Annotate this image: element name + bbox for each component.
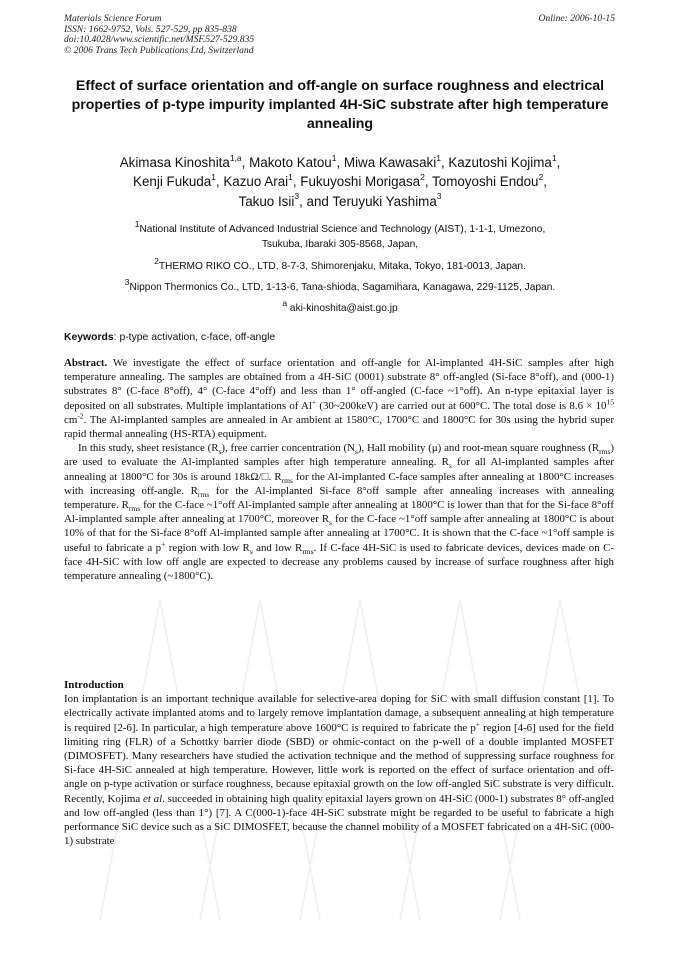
author-name: , Makoto Katou [241, 155, 332, 170]
abstract-paragraph-1: Abstract. We investigate the effect of surface orientation and off-angle for Al-implanted 4H-SiC samples after high temperature annealing. The samples are obtained from a 4H-SiC (0001) substrate 8° off-angled (Si-face 8°off), and (000-1) substrates 8° (C-face 8°off), 4° (C-face 4°off) and less than 1° off-angled (C-face ~1°off). An n-type epitaxial layer is deposited on all substrates. Multiple implantations of Al+ (30~200keV) are carried out at 600°C. The total dose is $8.6 \times 10^{15}$ $cm^{-2}$. The Al-implanted samples are annealed in Ar ambient at 1580°C, 1700°C and 1800°C for 30s using the hybrid super rapid thermal annealing (HS-RTA) equipment. [64, 357, 614, 441]
affiliation-2: $^2$THERMO RIKO CO., LTD, 8-7-3, Shimorenjaku, Mitaka, Tokyo, 181-0013, Japan. [154, 255, 526, 272]
author-name: Akimasa Kinoshita [119, 155, 230, 170]
author-name: , Miwa Kawasaki [336, 155, 437, 170]
abstract [64, 356, 614, 583]
introduction-heading: Introduction [64, 679, 124, 691]
affiliation-1: $^1$National Institute of Advanced Industrial Science and Technology (AIST), 1-1-1, Umezono, Tsukuba, Ibaraki 305-8568, Japan, [134, 218, 546, 250]
keywords [64, 331, 275, 344]
copyright-line: © 2006 Trans Tech Publications Ltd, Switzerland [64, 44, 254, 56]
introduction-paragraph: Ion implantation is an important technique available for selective-area doping for SiC with small diffusion constant [1]. To electrically activate implanted atoms and to largely remove implantation damage, a subsequent annealing at high temperature is required [2-6]. In particular, a high temperature above 1600°C is required to fabricate the p+ region [4-6] used for the field limiting ring (FLR) of a Schottky barrier diode (SBD) or ohmic-contact on the p-well of a double implanted MOSFET (DIMOSFET). Many researchers have studied the activation technique and the method of suppressing surface roughness for Si-face 4H-SiC annealed at high temperature. However, little work is reported on the effect of surface orientation and off-angle on p-type activation or surface roughness, because epitaxial growth on the low off-angled SiC substrate is very difficult. Recently, Kojima et al. succeeded in obtaining high quality epitaxial layers grown on 4H-SiC (000-1) substrates 8° off-angled and low off-angled (less than 1°) [7]. A C(000-1)-face 4H-SiC substrate might be regarded to be useful to fabricate a high performance SiC device such as a SiC DIMOSFET, because the channel mobility of a MOSFET fabricated on a 4H-SiC (000-1) substrate [64, 693, 614, 848]
email-link[interactable]: aki-kinoshita@aist.go.jp [287, 303, 398, 314]
paper-title: Effect of surface orientation and off-angle on surface roughness and electrical properties of p-type impurity implanted 4H-SiC substrate after high temperature annealing [71, 78, 609, 132]
online-date: Online: 2006-10-15 [538, 13, 615, 24]
corresponding-email: $^a$ aki-kinoshita@aist.go.jp [282, 297, 398, 314]
journal-header [64, 14, 384, 56]
journal-name: Materials Science Forum [64, 13, 162, 24]
abstract-label: Abstract. [64, 357, 108, 369]
issn-line: ISSN: 1662-9752, Vols. 527-529, pp 835-838 [64, 23, 237, 35]
author-name: Kenji Fukuda [133, 174, 212, 190]
author-name: , Kazutoshi Kojima [440, 155, 552, 170]
keywords-text: : p-type activation, c-face, off-angle [113, 332, 276, 343]
author-name: , Fukuyoshi Morigasa [292, 174, 421, 190]
abstract-paragraph-2: In this study, sheet resistance $(R_s)$, free carrier concentration $(N_s)$, Hall mobility (μ) and root-mean square roughness $(R_{rms})$ are used to evaluate the Al-implanted samples after high temperature annealing. $R_s$ for all Al-implanted samples after annealing at 1800°C for 30s is around 18kΩ/□. $R_{rms}$ for the Al-implanted C-face samples after annealing at 1800°C increases with increasing off-angle. $R_{rms}$ for the Al-implanted Si-face 8°off sample after annealing increases with annealing temperature. $R_{rms}$ for the C-face ~1°off Al-implanted sample after annealing at 1800°C is lower than that for the Si-face 8°off Al-implanted sample after annealing at 1700°C, moreover $R_s$ for the C-face ~1°off sample after annealing at 1800°C is about 10% of that for the Si-face 8°off Al-implanted sample after annealing at 1700°C. It is shown that the C-face ~1°off sample is useful to fabricate a p+ region with low $R_s$ and low $R_{rms}$. If C-face 4H-SiC is used to fabricate devices, devices made on C-face 4H-SiC with low off angle are expected to decrease any problems caused by increase of surface roughness after high temperature annealing (~1800°C). [64, 442, 615, 583]
author-name: , Tomoyoshi Endou [424, 174, 539, 190]
author-name: , and Teruyuki Yashima [299, 193, 437, 209]
affiliation-3: $^3$Nippon Thermonics Co., LTD, 1-13-6, Tana-shioda, Sagamihara, Kanagawa, 229-1125, Japan. [124, 276, 556, 293]
introduction-section [64, 678, 614, 848]
author-name: Takuo Isii [238, 193, 295, 209]
author-name: , Kazuo Arai [215, 174, 289, 190]
author-list: Akimasa Kinoshita$^{1,a}$, Makoto Katou$^1$, Miwa Kawasaki$^1$, Kazutoshi Kojima$^1$, Kenji Fukuda$^1$, Kazuo Arai$^1$, Fukuyoshi Morigasa$^2$, Tomoyoshi Endou$^2$, Takuo Isii$^3$, and Teruyuki Yashima$^3$ [119, 152, 561, 209]
doi-line: doi:10.4028/www.scientific.net/MSF.527-529.835 [64, 34, 255, 46]
keywords-label: Keywords [64, 332, 114, 343]
